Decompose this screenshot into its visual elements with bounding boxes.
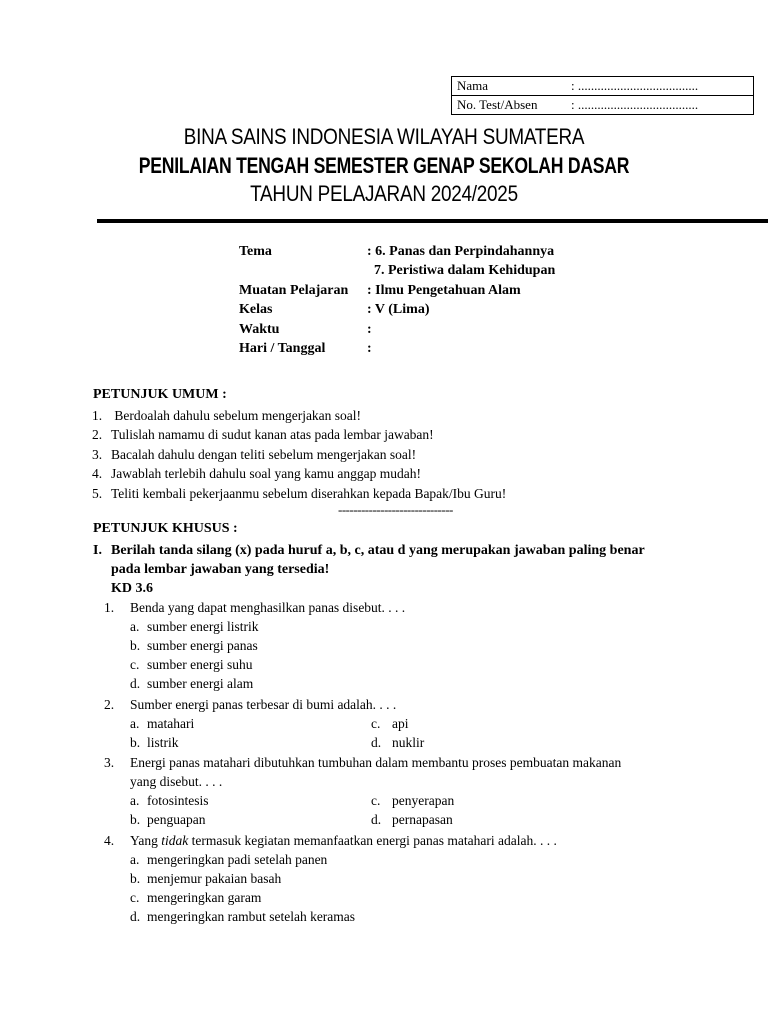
item-number: 4. xyxy=(92,466,103,482)
student-id-box xyxy=(451,76,754,115)
option-letter: b. xyxy=(130,811,141,827)
option-letter: d. xyxy=(130,675,141,691)
option[interactable] xyxy=(130,735,371,751)
instruction-line xyxy=(93,541,753,560)
instruction-line: pada lembar jawaban yang tersedia! xyxy=(111,562,330,577)
option-text: mengeringkan padi setelah panen xyxy=(147,851,328,867)
meta-value: 7. Peristiwa dalam Kehidupan xyxy=(367,263,556,279)
meta-label: Kelas xyxy=(239,302,273,318)
question-number: 1. xyxy=(104,599,115,615)
option[interactable] xyxy=(130,869,744,888)
name-label: Nama xyxy=(457,78,489,93)
option-letter: d. xyxy=(371,734,382,750)
item-number: 2. xyxy=(92,427,103,443)
option-text: penguapan xyxy=(147,811,206,827)
option-text: fotosintesis xyxy=(147,792,209,808)
meta-value: : xyxy=(367,341,372,357)
question-number: 2. xyxy=(104,696,115,712)
list-item xyxy=(92,445,506,465)
question-text-emphasis: tidak xyxy=(161,832,189,848)
general-instructions-list xyxy=(92,406,506,504)
question-stem xyxy=(104,753,744,772)
test-number-label: No. Test/Absen xyxy=(457,97,538,112)
option[interactable] xyxy=(130,812,371,828)
section-number: I. xyxy=(93,543,102,558)
meta-row xyxy=(239,320,555,340)
academic-year: TAHUN PELAJARAN 2024/2025 xyxy=(250,181,518,206)
meta-row xyxy=(239,242,555,262)
item-number: 1. xyxy=(92,407,103,423)
option[interactable] xyxy=(130,850,744,869)
list-item xyxy=(92,465,506,485)
meta-value: : V (Lima) xyxy=(367,302,430,318)
option-text: sumber energi panas xyxy=(147,637,258,653)
option-text: sumber energi alam xyxy=(147,675,254,691)
question-stem xyxy=(104,598,744,617)
kd-label: KD 3.6 xyxy=(111,581,153,596)
option-letter: c. xyxy=(371,715,381,731)
question-2 xyxy=(104,695,744,752)
option[interactable] xyxy=(130,617,744,636)
question-text: Sumber energi panas terbesar di bumi adalah. . . . xyxy=(130,696,397,712)
option-letter: c. xyxy=(130,656,140,672)
section-separator: ------------------------------ xyxy=(338,502,453,517)
question-stem xyxy=(104,831,744,850)
special-instructions xyxy=(93,541,753,598)
list-item xyxy=(92,406,506,426)
meta-row xyxy=(239,262,555,282)
option[interactable] xyxy=(130,888,744,907)
option[interactable] xyxy=(130,655,744,674)
exam-meta xyxy=(239,242,555,359)
general-instructions-title: PETUNJUK UMUM : xyxy=(93,387,227,402)
option-text: api xyxy=(392,715,409,731)
option[interactable] xyxy=(130,674,744,693)
option-letter: a. xyxy=(130,618,140,634)
option-letter: b. xyxy=(130,637,141,653)
item-text: Tulislah namamu di sudut kanan atas pada lembar jawaban! xyxy=(111,427,434,443)
option-letter: a. xyxy=(130,851,140,867)
name-field: : ..................................... xyxy=(571,78,699,93)
option[interactable] xyxy=(130,907,744,926)
meta-value: : xyxy=(367,321,372,337)
question-text-continued: yang disebut. . . . xyxy=(130,773,223,789)
header-rule xyxy=(97,219,768,223)
question-text xyxy=(130,833,744,849)
options xyxy=(104,714,744,752)
item-text: Jawablah terlebih dahulu soal yang kamu anggap mudah! xyxy=(111,466,422,482)
option-letter: a. xyxy=(130,792,140,808)
option-text: matahari xyxy=(147,715,195,731)
option-letter: d. xyxy=(371,811,382,827)
name-row xyxy=(452,77,753,95)
item-text: Bacalah dahulu dengan teliti sebelum mengerjakan soal! xyxy=(111,446,417,462)
option-letter: a. xyxy=(130,715,140,731)
option[interactable] xyxy=(371,735,424,751)
option-text: mengeringkan garam xyxy=(147,889,262,905)
option-text: listrik xyxy=(147,734,179,750)
question-number: 3. xyxy=(104,754,115,770)
meta-row xyxy=(239,301,555,321)
meta-row xyxy=(239,281,555,301)
option-text: pernapasan xyxy=(392,811,453,827)
option[interactable] xyxy=(130,793,371,809)
instruction-text: Berilah tanda silang (x) pada huruf a, b, c, atau d yang merupakan jawaban paling benar xyxy=(111,543,645,558)
option[interactable] xyxy=(371,716,409,732)
option-letter: b. xyxy=(130,870,141,886)
test-number-row xyxy=(452,95,753,114)
option[interactable] xyxy=(371,812,453,828)
meta-label: Waktu xyxy=(239,321,280,337)
option-text: nuklir xyxy=(392,734,425,750)
options xyxy=(104,850,744,926)
options xyxy=(104,617,744,693)
special-instructions-title: PETUNJUK KHUSUS : xyxy=(93,521,238,536)
option-text: mengeringkan rambut setelah keramas xyxy=(147,908,356,924)
question-4 xyxy=(104,831,744,926)
meta-label: Hari / Tanggal xyxy=(239,341,326,357)
option-letter: b. xyxy=(130,734,141,750)
meta-value: : Ilmu Pengetahuan Alam xyxy=(367,282,521,298)
option-text: sumber energi suhu xyxy=(147,656,253,672)
option[interactable] xyxy=(130,636,744,655)
option-text: penyerapan xyxy=(392,792,455,808)
question-text-post: termasuk kegiatan memanfaatkan energi panas matahari adalah. . . . xyxy=(188,832,557,848)
item-number: 3. xyxy=(92,446,103,462)
option-row xyxy=(130,810,744,829)
question-stem xyxy=(104,695,744,714)
list-item xyxy=(92,426,506,446)
option-text: menjemur pakaian basah xyxy=(147,870,282,886)
option-letter: c. xyxy=(130,889,140,905)
option-text: sumber energi listrik xyxy=(147,618,259,634)
meta-value: : 6. Panas dan Perpindahannya xyxy=(367,243,555,259)
option-letter: c. xyxy=(371,792,381,808)
exam-title: PENILAIAN TENGAH SEMESTER GENAP SEKOLAH DASAR xyxy=(138,153,630,178)
question-number: 4. xyxy=(104,832,115,848)
option[interactable] xyxy=(371,793,454,809)
option-row xyxy=(130,714,744,733)
question-1 xyxy=(104,598,744,693)
question-3 xyxy=(104,753,744,829)
test-number-field: : ..................................... xyxy=(571,97,699,112)
option-letter: d. xyxy=(130,908,141,924)
question-text: Energi panas matahari dibutuhkan tumbuhan dalam membantu proses pembuatan makanan xyxy=(130,754,622,770)
options xyxy=(104,791,744,829)
option[interactable] xyxy=(130,716,371,732)
item-number: 5. xyxy=(92,485,103,501)
item-text: Berdoalah dahulu sebelum mengerjakan soal! xyxy=(111,407,362,423)
option-row xyxy=(130,791,744,810)
option-row xyxy=(130,733,744,752)
list-item xyxy=(92,484,506,504)
meta-label: Muatan Pelajaran xyxy=(239,282,349,298)
meta-label: Tema xyxy=(239,243,272,259)
question-text-pre: Yang xyxy=(130,832,162,848)
meta-row xyxy=(239,340,555,360)
item-text: Teliti kembali pekerjaanmu sebelum diserahkan kepada Bapak/Ibu Guru! xyxy=(111,485,507,501)
institution-title: BINA SAINS INDONESIA WILAYAH SUMATERA xyxy=(183,124,585,149)
question-text: Benda yang dapat menghasilkan panas disebut. . . . xyxy=(130,599,406,615)
